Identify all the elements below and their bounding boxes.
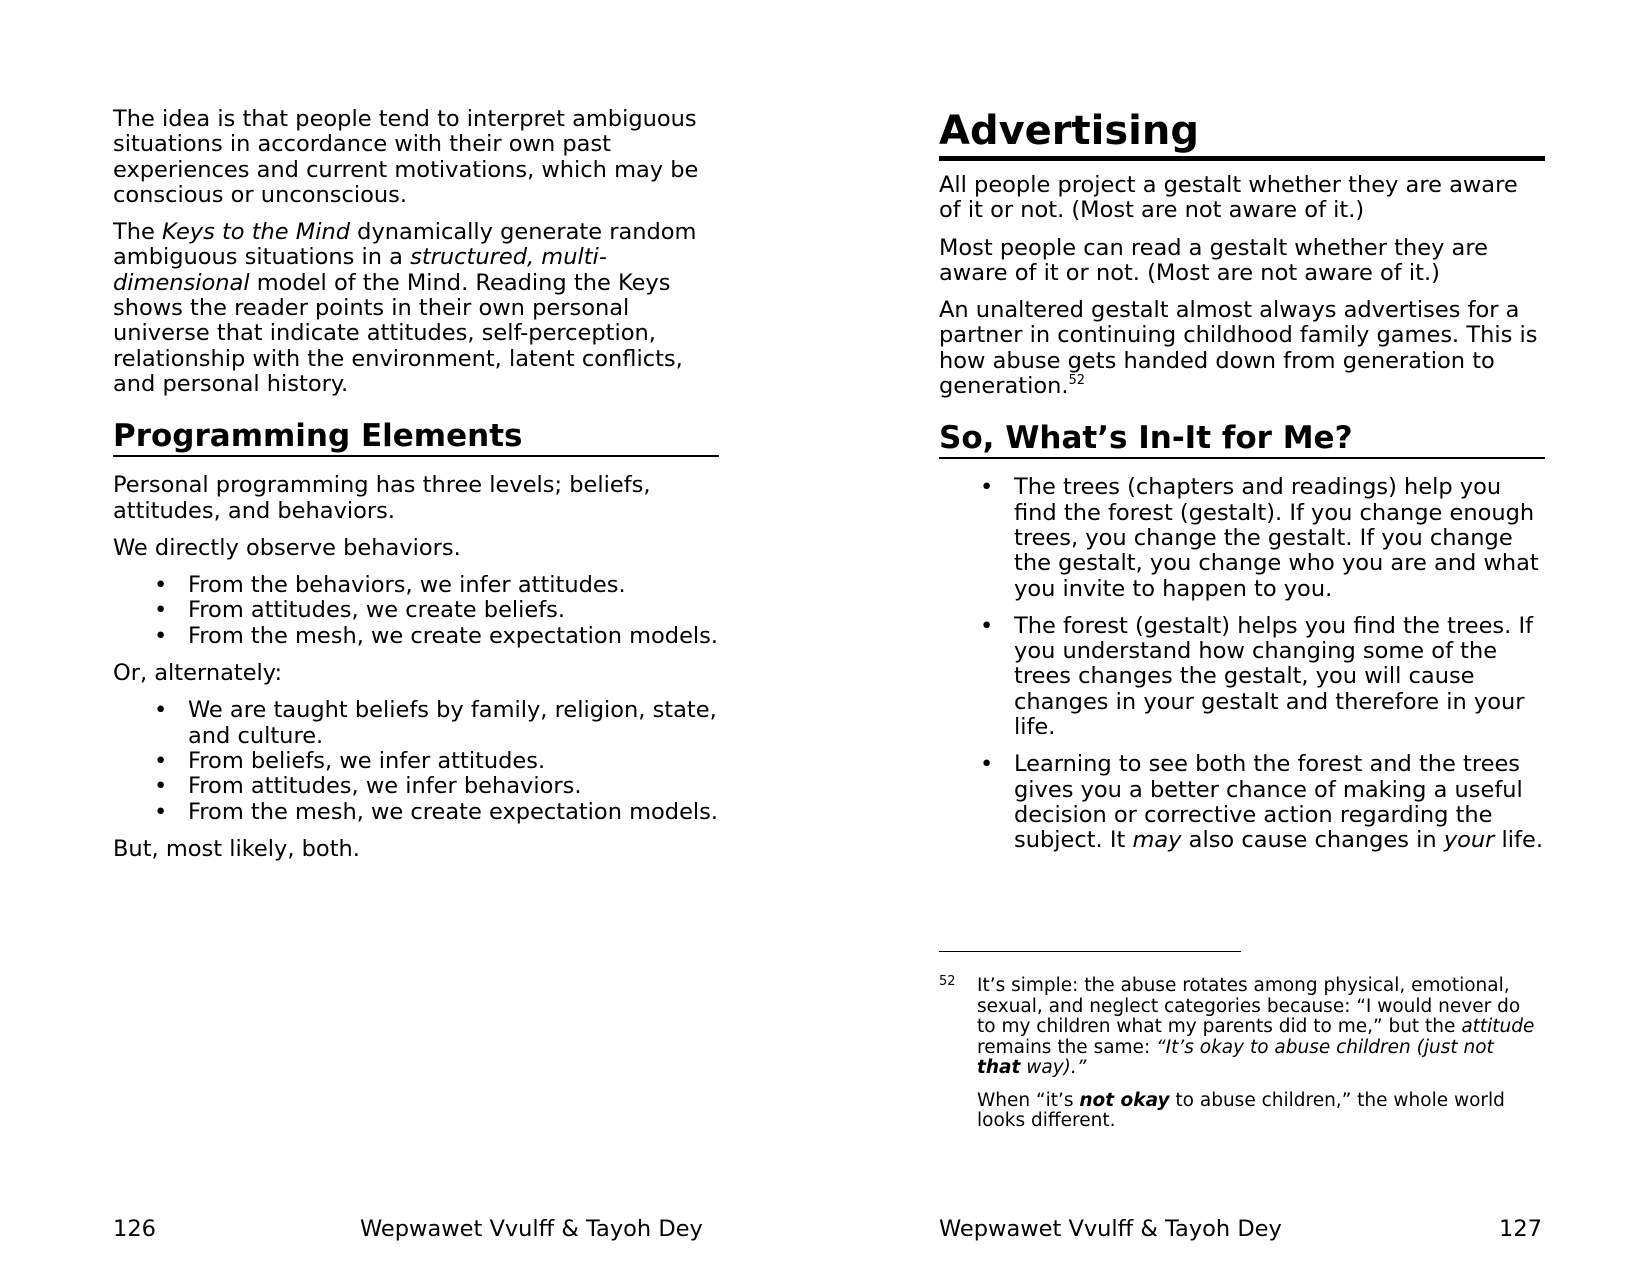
list-item: • The forest (gestalt) helps you find the trees. If you understand how changing some of the trees changes the gestalt, you will cause changes in your gestalt and therefore in your life. [980, 612, 1534, 741]
list-item: • Learning to see both the forest and the trees gives you a better chance of making a useful decision or corrective action regarding the subject. It may also cause changes in your life. [980, 751, 1543, 854]
left-page [113, 0, 719, 874]
footer-authors-right: Wepwawet Vvulff & Tayoh Dey [939, 1216, 1282, 1242]
footnote-reference[interactable]: 52 [1068, 373, 1086, 389]
footnote-text: It’s simple: the abuse rotates among physical, emotional, sexual, and neglect categories because: “I would never do to my children what my parents did to me,” but the attitude remains the same: “It’s okay to abuse children (just not that way).” [977, 975, 1535, 1078]
programming-heading-rule [113, 418, 719, 457]
observe-paragraph: We directly observe behaviors. [113, 534, 461, 561]
levels-paragraph: Personal programming has three levels; beliefs, attitudes, and behaviors. [113, 472, 651, 524]
footnote-52 [939, 976, 1539, 1132]
footer-authors-left: Wepwawet Vvulff & Tayoh Dey [360, 1216, 703, 1242]
list-item: • From the mesh, we create expectation models. [154, 622, 719, 649]
right-page [939, 0, 1545, 866]
advertising-paragraph-1: All people project a gestalt whether they are aware of it or not. (Most are not aware of it.) [939, 172, 1518, 224]
behavior-list [113, 573, 719, 649]
advertising-heading-rule [939, 108, 1545, 161]
advertising-paragraph-2: Most people can read a gestalt whether they are aware of it or not. (Most are not aware of it.) [939, 234, 1488, 286]
keys-paragraph: The Keys to the Mind dynamically generate random ambiguous situations in a structured, multi-dimensional model of the Mind. Reading the Keys shows the reader points in their own personal universe that indicate attitudes, self-perception, relationship with the environment, latent conflicts, and personal history. [113, 219, 697, 397]
page-number-left: 126 [113, 1216, 156, 1242]
list-item: • From the behaviors, we infer attitudes. [154, 572, 626, 599]
list-item: • From attitudes, we infer behaviors. [154, 773, 582, 800]
section-heading-programming: Programming Elements [113, 418, 523, 455]
list-item: • The trees (chapters and readings) help you find the forest (gestalt). If you change enough trees, you change the gestalt. If you change the gestalt, you change who you are and what you invite to happen to you. [980, 474, 1539, 602]
closing-paragraph: But, most likely, both. [113, 835, 360, 862]
alternately-paragraph: Or, alternately: [113, 660, 283, 687]
list-item: • We are taught beliefs by family, religion, state, and culture. [154, 697, 717, 749]
chapter-heading-advertising: Advertising [939, 108, 1199, 154]
section-heading-whats-in-it: So, What’s In-It for Me? [939, 420, 1353, 457]
belief-list [113, 698, 719, 824]
list-item: • From beliefs, we infer attitudes. [154, 747, 546, 774]
advertising-paragraph-3: An unaltered gestalt almost always advertises for a partner in continuing childhood family games. This is how abuse gets handed down from generation to generation.$^{52}$ [939, 297, 1538, 400]
footnote-number: 52 [939, 974, 956, 989]
list-item: • From the mesh, we create expectation models. [154, 798, 719, 825]
page-number-right: 127 [1499, 1216, 1542, 1242]
whats-in-it-heading-rule [939, 420, 1545, 459]
benefits-list [939, 475, 1545, 853]
footnote-text-2: When “it’s not okay to abuse children,” the whole world looks different. [977, 1089, 1505, 1131]
footnote-separator [939, 951, 1241, 952]
intro-paragraph: The idea is that people tend to interpret ambiguous situations in accordance with their own past experiences and current motivations, which may be conscious or unconscious. [113, 106, 699, 208]
list-item: • From attitudes, we create beliefs. [154, 597, 566, 624]
